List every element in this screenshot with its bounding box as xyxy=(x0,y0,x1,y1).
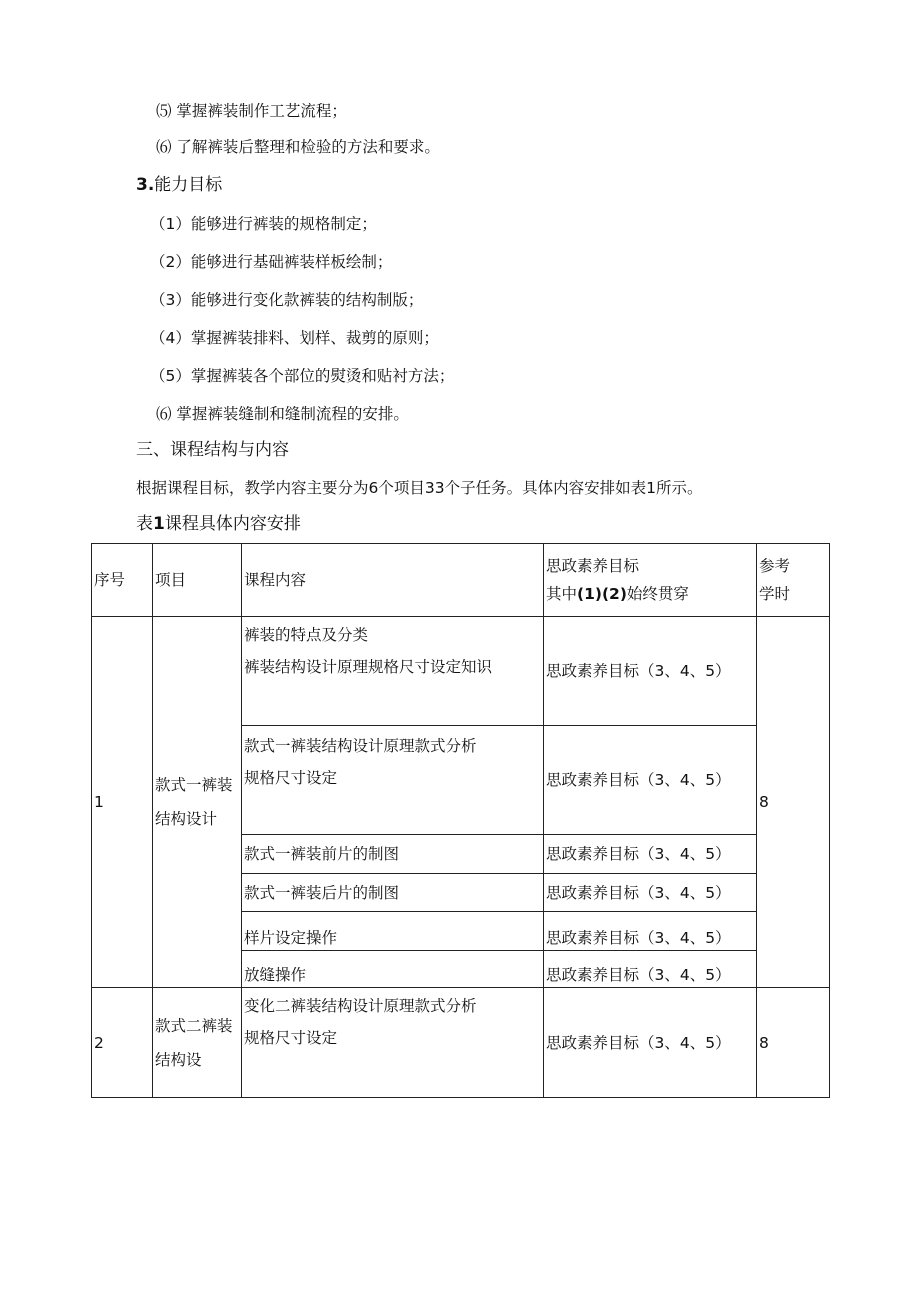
ability-item-2: （2）能够进行基础裤装样板绘制； xyxy=(150,253,393,271)
table-row xyxy=(92,988,830,1098)
section-title: 三、课程结构与内容 xyxy=(136,440,289,460)
group1-row4-content: 款式一裤装后片的制图 xyxy=(242,874,544,912)
header-hours xyxy=(757,544,830,617)
group1-row4-goal: 思政素养目标（3、4、5） xyxy=(544,874,757,912)
group1-row2-goal: 思政素养目标（3、4、5） xyxy=(544,726,757,835)
knowledge-item-6: ⑹ 了解裤装后整理和检验的方法和要求。 xyxy=(156,138,440,156)
group1-row1-content-line2: 裤装结构设计原理规格尺寸设定知识 xyxy=(244,658,493,676)
ability-heading xyxy=(136,175,222,195)
table-row xyxy=(92,617,830,726)
group1-row2-content-line1: 款式一裤装结构设计原理款式分析 xyxy=(244,737,477,755)
ability-heading-number: 3. xyxy=(136,175,155,195)
group2-row1-content-line1: 变化二裤装结构设计原理款式分析 xyxy=(244,997,477,1015)
header-hours-line2: 学时 xyxy=(759,585,791,603)
header-goal-line2-a: 其中 xyxy=(546,585,578,603)
group1-hours: 8 xyxy=(757,617,830,988)
group1-row1-content xyxy=(242,617,544,726)
group1-row1-content-line1: 裤装的特点及分类 xyxy=(244,626,369,644)
group1-row5-goal: 思政素养目标（3、4、5） xyxy=(544,912,757,951)
ability-item-1: （1）能够进行裤装的规格制定； xyxy=(150,215,377,233)
group2-project-line1: 款式二裤装 xyxy=(155,1016,233,1035)
group1-row6-goal: 思政素养目标（3、4、5） xyxy=(544,951,757,988)
table-header-row xyxy=(92,544,830,617)
header-goal-line2-b: (1)(2) xyxy=(577,585,627,603)
group1-row6-content: 放缝操作 xyxy=(242,951,544,988)
group2-project xyxy=(153,988,242,1098)
header-hours-line1: 参考 xyxy=(759,557,791,575)
group1-no: 1 xyxy=(92,617,153,988)
group1-project xyxy=(153,617,242,988)
group2-no: 2 xyxy=(92,988,153,1098)
header-content: 课程内容 xyxy=(242,544,544,617)
group1-row3-content: 款式一裤装前片的制图 xyxy=(242,835,544,874)
ability-item-3: （3）能够进行变化款裤装的结构制版； xyxy=(150,291,424,309)
intro-paragraph: 根据课程目标，教学内容主要分为6个项目33个子任务。具体内容安排如表1所示。 xyxy=(136,479,703,497)
ability-item-4: （4）掌握裤装排料、划样、裁剪的原则； xyxy=(150,329,439,347)
group1-project-line2: 结构设计 xyxy=(155,810,218,828)
knowledge-item-5: ⑸ 掌握裤装制作工艺流程； xyxy=(156,102,347,120)
ability-item-5: （5）掌握裤装各个部位的熨烫和贴衬方法； xyxy=(150,367,455,385)
group1-row2-content xyxy=(242,726,544,835)
table-caption-number: 1 xyxy=(153,514,165,534)
group1-row1-goal: 思政素养目标（3、4、5） xyxy=(544,617,757,726)
group1-row2-content-line2: 规格尺寸设定 xyxy=(244,769,338,787)
group2-row1-goal: 思政素养目标（3、4、5） xyxy=(544,988,757,1098)
group2-row1-content xyxy=(242,988,544,1098)
table-caption xyxy=(136,514,301,534)
header-goal-line1: 思政素养目标 xyxy=(546,557,640,575)
group1-row3-goal: 思政素养目标（3、4、5） xyxy=(544,835,757,874)
header-goal xyxy=(544,544,757,617)
header-goal-line2 xyxy=(546,584,756,604)
group1-project-line1: 款式一裤装 xyxy=(155,776,233,794)
header-project: 项目 xyxy=(153,544,242,617)
header-goal-line2-c: 始终贯穿 xyxy=(626,585,689,603)
header-no: 序号 xyxy=(92,544,153,617)
course-content-table xyxy=(91,543,830,1098)
table-caption-text: 课程具体内容安排 xyxy=(164,514,301,534)
group2-hours: 8 xyxy=(757,988,830,1098)
ability-item-6: ⑹ 掌握裤装缝制和缝制流程的安排。 xyxy=(156,405,409,423)
table-caption-prefix: 表 xyxy=(136,514,153,534)
group2-row1-content-line2: 规格尺寸设定 xyxy=(244,1029,338,1047)
ability-heading-text: 能力目标 xyxy=(154,175,223,195)
group1-row5-content: 样片设定操作 xyxy=(242,912,544,951)
group2-project-line2: 结构设 xyxy=(155,1050,202,1069)
